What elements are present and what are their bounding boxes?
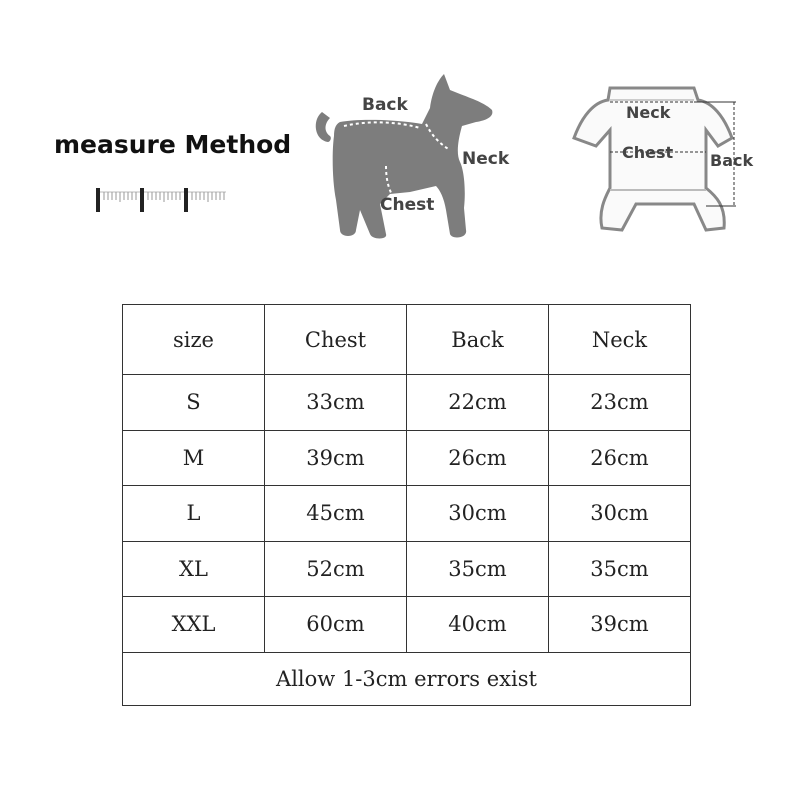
header-back: Back <box>407 305 549 375</box>
table-row <box>123 430 691 486</box>
header-size: size <box>123 305 265 375</box>
table-note-row <box>123 652 691 705</box>
cell-back: 22cm <box>407 375 549 431</box>
shirt-back-label: Back <box>710 151 754 170</box>
error-tolerance-note: Allow 1-3cm errors exist <box>123 652 691 705</box>
header-chest: Chest <box>265 305 407 375</box>
cell-back: 26cm <box>407 430 549 486</box>
shirt-chest-label: Chest <box>622 143 674 162</box>
cell-back: 30cm <box>407 486 549 542</box>
cell-back: 40cm <box>407 597 549 653</box>
shirt-neck-label: Neck <box>626 103 671 122</box>
cell-neck: 30cm <box>549 486 691 542</box>
table-row <box>123 541 691 597</box>
size-chart-table <box>122 304 691 706</box>
table-row <box>123 597 691 653</box>
table-row <box>123 486 691 542</box>
cell-chest: 52cm <box>265 541 407 597</box>
measure-method-title: measure Method <box>54 130 292 159</box>
dog-chest-label: Chest <box>380 195 435 215</box>
cell-neck: 39cm <box>549 597 691 653</box>
ruler-icon <box>94 186 234 216</box>
cell-chest: 45cm <box>265 486 407 542</box>
cell-chest: 60cm <box>265 597 407 653</box>
cell-neck: 26cm <box>549 430 691 486</box>
cell-back: 35cm <box>407 541 549 597</box>
cell-chest: 33cm <box>265 375 407 431</box>
cell-size: L <box>123 486 265 542</box>
cell-size: XXL <box>123 597 265 653</box>
cell-neck: 35cm <box>549 541 691 597</box>
dog-back-label: Back <box>362 95 408 115</box>
table-row <box>123 375 691 431</box>
dog-neck-label: Neck <box>462 149 510 169</box>
cell-neck: 23cm <box>549 375 691 431</box>
cell-chest: 39cm <box>265 430 407 486</box>
cell-size: S <box>123 375 265 431</box>
dog-measurement-diagram <box>300 70 520 250</box>
header-neck: Neck <box>549 305 691 375</box>
garment-measurement-diagram <box>566 80 766 240</box>
table-header-row <box>123 305 691 375</box>
cell-size: XL <box>123 541 265 597</box>
cell-size: M <box>123 430 265 486</box>
